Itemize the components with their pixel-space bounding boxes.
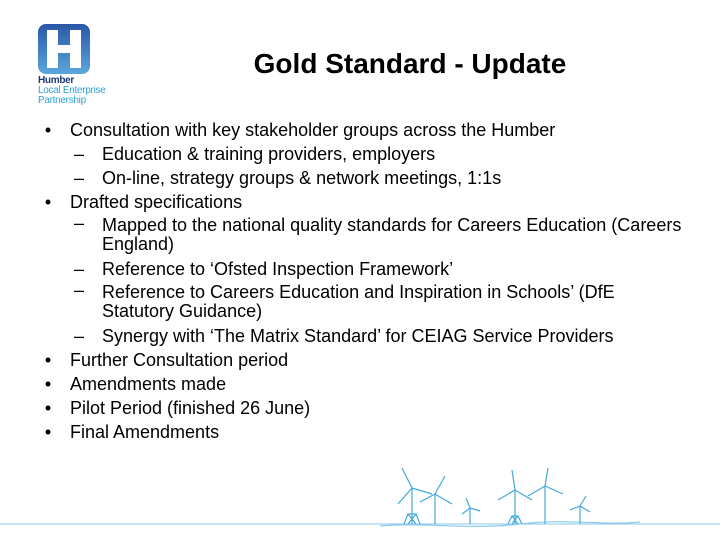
hlep-logo bbox=[36, 24, 132, 114]
sub-bullet-item bbox=[38, 166, 688, 190]
bullet-text: Further Consultation period bbox=[70, 350, 289, 370]
dash-glyph: – bbox=[74, 168, 85, 188]
sub-bullet-text: Reference to ‘Ofsted Inspection Framework’ bbox=[102, 259, 454, 279]
sub-bullet-text: Education & training providers, employers bbox=[102, 144, 436, 164]
logo-h-mark bbox=[38, 24, 90, 74]
bullet-glyph: • bbox=[44, 120, 52, 140]
bullet-item bbox=[38, 118, 688, 142]
slide-title: Gold Standard - Update bbox=[253, 48, 567, 79]
sub-bullet-text: Synergy with ‘The Matrix Standard’ for CEIAG Service Providers bbox=[102, 326, 614, 346]
dash-glyph: – bbox=[74, 259, 85, 279]
dash-glyph: – bbox=[74, 280, 85, 300]
logo-line-2: Local Enterprise bbox=[38, 85, 106, 96]
bullet-item bbox=[38, 348, 688, 372]
logo-line-3: Partnership bbox=[38, 95, 86, 106]
dash-glyph: – bbox=[74, 144, 85, 164]
sub-bullet-text: On-line, strategy groups & network meetings, 1:1s bbox=[102, 168, 502, 188]
bullet-glyph: • bbox=[44, 422, 52, 442]
bullet-item bbox=[38, 372, 688, 396]
bullet-glyph: • bbox=[44, 398, 52, 418]
bullet-item bbox=[38, 420, 688, 444]
logo-line-1: Humber bbox=[38, 75, 74, 86]
bullet-glyph: • bbox=[44, 374, 52, 394]
bullet-text: Consultation with key stakeholder groups across the Humber bbox=[70, 120, 556, 140]
bullet-item bbox=[38, 190, 688, 214]
bullet-glyph: • bbox=[44, 350, 52, 370]
wind-turbines-illustration bbox=[0, 464, 720, 540]
bullet-item bbox=[38, 396, 688, 420]
bullet-text: Amendments made bbox=[70, 374, 227, 394]
dash-glyph: – bbox=[74, 326, 85, 346]
bullet-text: Pilot Period (finished 26 June) bbox=[70, 398, 311, 418]
bullet-glyph: • bbox=[44, 192, 52, 212]
sub-bullet-item bbox=[38, 214, 688, 257]
bullet-text: Final Amendments bbox=[70, 422, 220, 442]
bullet-list bbox=[38, 118, 688, 444]
dash-glyph: – bbox=[74, 213, 85, 233]
sub-bullet-text: Mapped to the national quality standards for Careers Education (Careers England) bbox=[102, 215, 682, 254]
sub-bullet-item bbox=[38, 324, 688, 348]
sub-bullet-item bbox=[38, 281, 688, 324]
sub-bullet-item bbox=[38, 257, 688, 281]
sub-bullet-item bbox=[38, 142, 688, 166]
sub-bullet-text: Reference to Careers Education and Inspiration in Schools’ (DfE Statutory Guidance) bbox=[102, 282, 615, 321]
bullet-text: Drafted specifications bbox=[70, 192, 243, 212]
